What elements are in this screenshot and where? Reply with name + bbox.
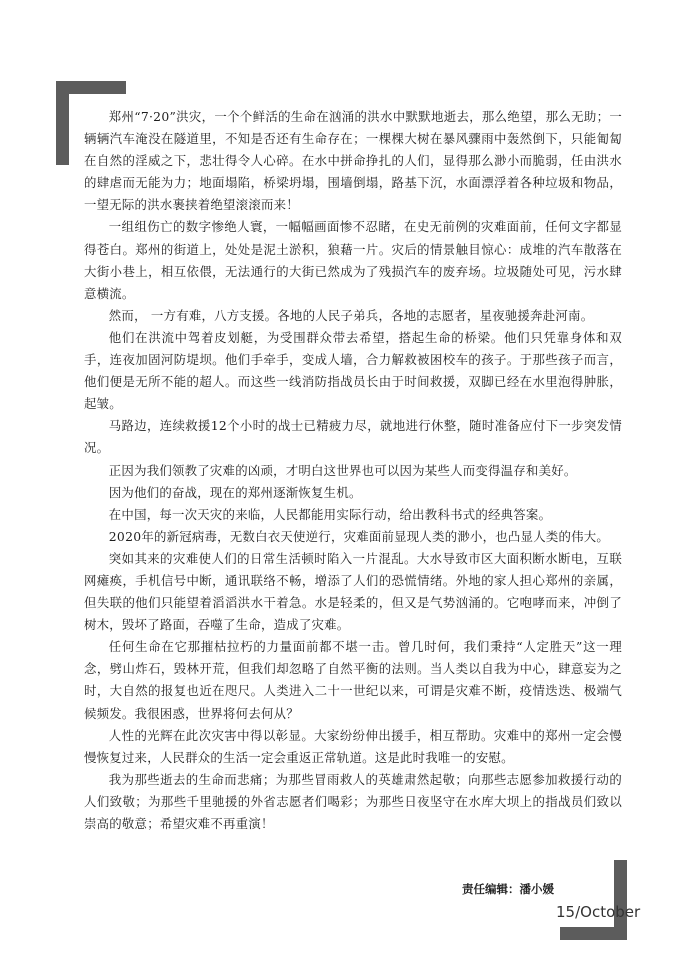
paragraph: 因为他们的奋战，现在的郑州逐渐恢复生机。	[108, 484, 362, 500]
paragraph: 他们在洪流中驾着皮划艇，为受围群众带去希望，搭起生命的桥梁。他们只凭靠身体和双手，连夜加固河防堤坝。他们手牵手，变成人墙，合力解救被困校车的孩子。于那些孩子而言，他们便是无所不能的超人。而这些一线消防指战员长由于时间救援，双脚已经在水里泡得肿胀，起皱。	[84, 329, 622, 412]
paragraph: 人性的光辉在此次灾害中得以彰显。大家纷纷伸出援手，相互帮助。灾难中的郑州一定会慢慢恢复过来，人民群众的生活一定会重返正常轨道。这是此时我唯一的安慰。	[84, 727, 622, 765]
paragraph: 正因为我们领教了灾难的凶顽，才明白这世界也可以因为某些人而变得温存和美好。	[108, 462, 577, 478]
paragraph: 郑州“7·20”洪灾，一个个鲜活的生命在汹涌的洪水中默默地逝去，那么绝望，那么无助；一辆辆汽车淹没在隧道里，不知是否还有生命存在；一棵棵大树在暴风骤雨中轰然倒下，只能匍匐在自然的淫威之下，悲壮得令人心碎。在水中拼命挣扎的人们，显得那么渺小而脆弱，任由洪水的肆虐而无能为力；地面塌陷，桥梁坍塌，围墙倒塌，路基下沉，水面漂浮着各种垃圾和物品，一望无际的洪水裹挟着绝望滚滚而来！	[84, 109, 622, 213]
paragraph: 一组组伤亡的数字惨绝人寰，一幅幅画面惨不忍睹，在史无前例的灾难面前，任何文字都显得苍白。郑州的街道上，处处是泥土淤积，狼藉一片。灾后的情景触目惊心：成堆的汽车散落在大街小巷上，相互依偎，无法通行的大街已然成为了残损汽车的废弃场。垃圾随处可见，污水肆意横流。	[84, 219, 622, 301]
footer-date: 15/October	[556, 903, 641, 921]
paragraph: 2020年的新冠病毒，无数白衣天使逆行，灾难面前显现人类的渺小，也凸显人类的伟大。	[108, 528, 610, 544]
corner-bracket-bottom-right-horizontal	[560, 927, 627, 940]
paragraph: 我为那些逝去的生命而悲痛；为那些冒雨救人的英雄肃然起敬；向那些志愿参加救援行动的人们致敬；为那些千里驰援的外省志愿者们喝彩；为那些日夜坚守在水库大坝上的指战员们致以崇高的敬意；希望灾难不再重演！	[84, 771, 622, 831]
corner-bracket-top-left-vertical	[56, 81, 69, 165]
paragraph: 马路边，连续救援12个小时的战士已精疲力尽，就地进行休整，随时准备应付下一步突发情况。	[84, 418, 622, 456]
editor-credit: 责任编辑：潘小媛	[462, 882, 554, 896]
paragraph: 突如其来的灾难使人们的日常生活顿时陷入一片混乱。大水导致市区大面积断水断电，互联网瘫痪，手机信号中断，通讯联络不畅，增添了人们的恐慌情绪。外地的家人担心郑州的亲属，但失联的他们只能望着滔滔洪水干着急。水是轻柔的，但又是气势汹涌的。它咆哮而来，冲倒了树木，毁坏了路面，吞噬了生命，造成了灾难。	[84, 550, 622, 633]
paragraph: 在中国，每一次天灾的来临，人民都能用实际行动，给出教科书式的经典答案。	[108, 506, 552, 522]
paragraph: 然而， 一方有难，八方支援。各地的人民子弟兵，各地的志愿者，星夜驰援奔赴河南。	[108, 307, 594, 323]
paragraph: 任何生命在它那摧枯拉朽的力量面前都不堪一击。曾几时何，我们秉持“人定胜天”这一理念，劈山炸石，毁林开荒，但我们却忽略了自然平衡的法则。当人类以自我为中心，肆意妄为之时，大自然的报复也近在咫尺。人类进入二十一世纪以来，可谓是灾难不断，疫情迭迭、极端气候频发。我很困惑，世界将何去何从？	[84, 639, 622, 721]
article-body	[84, 106, 622, 835]
